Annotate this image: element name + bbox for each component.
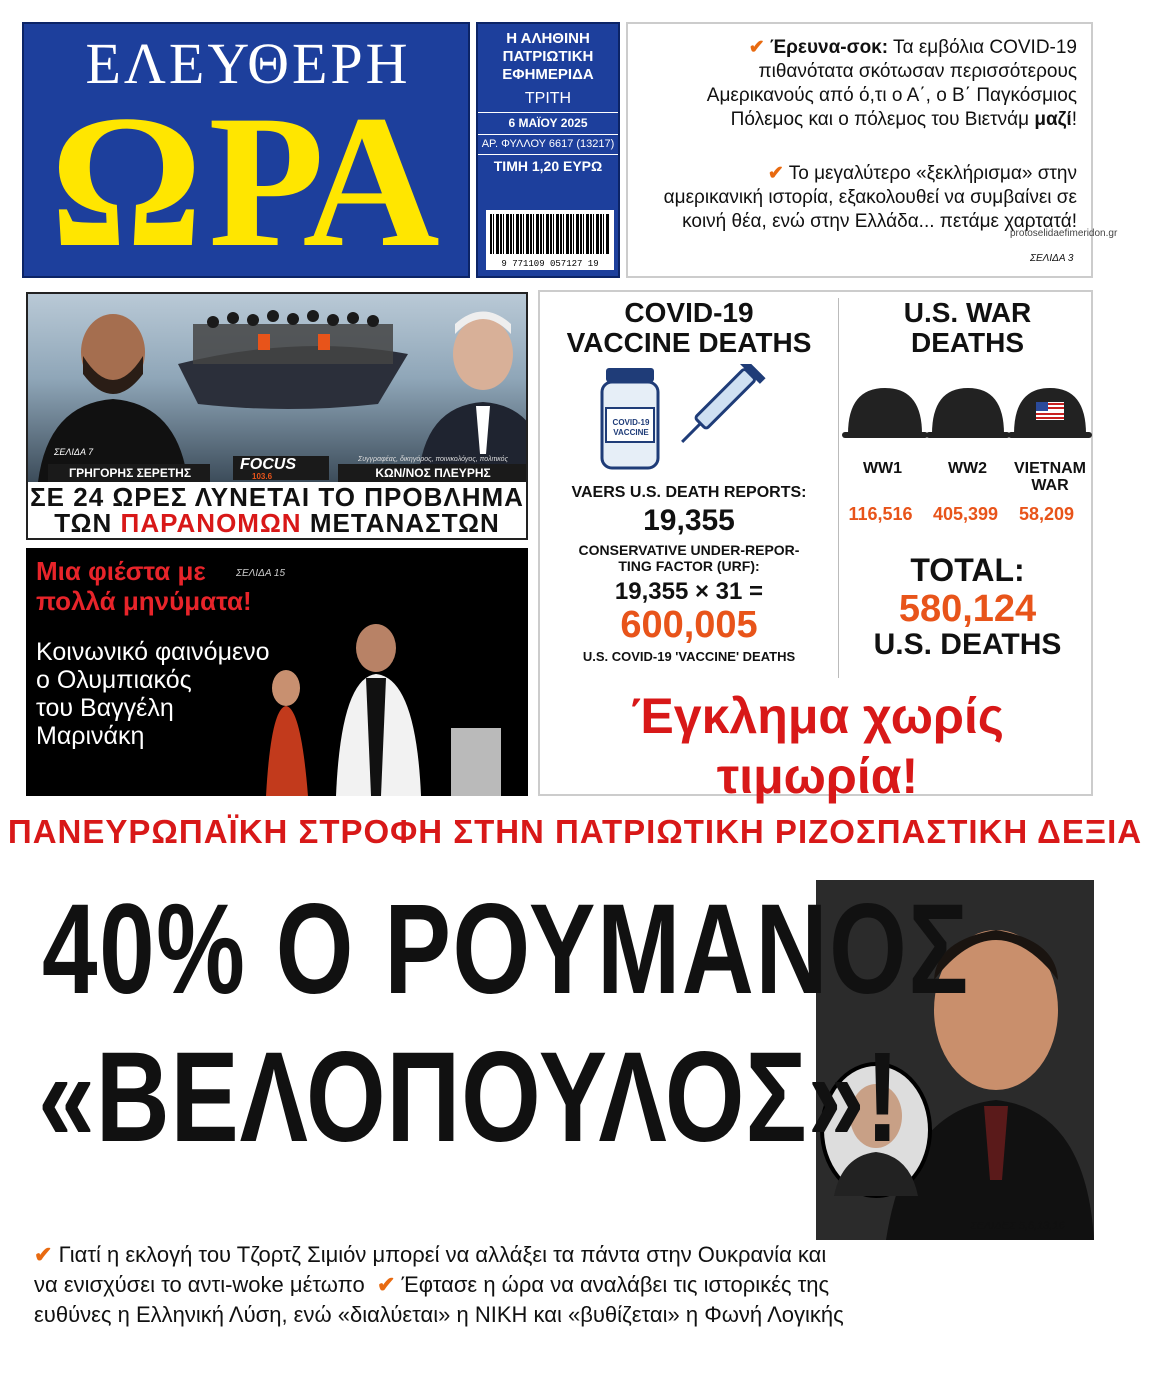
headline-line <box>28 510 526 536</box>
masthead-title-main: ΩΡΑ <box>50 77 446 287</box>
check-icon: ✔ <box>767 163 784 184</box>
war-value-ww1: 116,516 <box>848 504 913 524</box>
vaccine-deaths-label: U.S. COVID-19 'VACCINE' DEATHS <box>582 649 796 664</box>
war-name-vietnam: VIETNAM WAR <box>1014 460 1086 494</box>
tagline <box>478 30 618 84</box>
masthead <box>22 22 470 287</box>
headline-word: ΤΩΝ <box>54 508 113 538</box>
vial-label-line: COVID-19 <box>612 418 650 427</box>
covid-war-infographic <box>538 290 1093 804</box>
migrant-headline <box>28 484 526 538</box>
title-line: VACCINE DEATHS <box>566 327 812 358</box>
check-icon: ✔ <box>34 1242 53 1267</box>
top-article-bullet-2 <box>657 162 1077 234</box>
tagline-line: Η ΑΛΗΘΙΝΗ <box>506 30 590 47</box>
check-icon: ✔ <box>748 37 765 58</box>
issue-number: ΑΡ. ΦΥΛΛΟΥ 6617 (13217) <box>478 134 618 150</box>
tagline-line: ΠΑΤΡΙΩΤΙΚΗ <box>502 48 594 65</box>
issue-price: ΤΙΜΗ 1,20 ΕΥΡΩ <box>478 154 618 174</box>
text-line: αμερικανική ιστορία, εξακολουθεί να συμβαίνει σε <box>663 187 1077 208</box>
war-deaths-title <box>840 298 1095 358</box>
vaccine-deaths-title <box>540 298 838 358</box>
barcode-bars <box>490 214 610 254</box>
text-line: πιθανότατα σκότωσαν περισσότερους <box>758 61 1077 82</box>
war-name-ww2: WW2 <box>947 460 988 477</box>
main-headline-line2: «ΒΕΛΟΠΟΥΛΟΣ»! <box>38 1026 901 1169</box>
headline-line: πολλά μηνύματα! <box>36 586 252 616</box>
barcode-number: 9 771109 057127 19 <box>501 259 599 269</box>
war-name-ww1: WW1 <box>862 460 903 477</box>
body-line: Μαρινάκη <box>36 722 145 750</box>
main-story-bullets <box>34 1240 1094 1330</box>
bullet-text: να ενισχύσει το αντι-woke μέτωπο <box>34 1272 365 1297</box>
main-story[interactable] <box>26 870 1094 1240</box>
barcode <box>486 210 614 270</box>
headline-line: Μια φιέστα με <box>36 556 206 586</box>
infographic-slogan: Έγκλημα χωρίς τιμωρία! <box>631 688 1004 804</box>
masthead-title-top: ΕΛΕΥΘΕΡΗ <box>85 31 411 96</box>
page-ref: ΣΕΛΙΔΑ 15 <box>236 568 286 579</box>
page-ref: ΣΕΛΙΔΕΣ 5,6,13,16 <box>970 1220 1065 1232</box>
title-line: DEATHS <box>910 327 1025 358</box>
bullet-1-bold: Έρευνα-σοκ: <box>769 37 889 58</box>
urf-label <box>540 542 838 574</box>
war-value-vietnam: 58,209 <box>1018 504 1075 524</box>
migrant-boat-photo <box>28 294 526 482</box>
page-ref: ΣΕΛΙΔΑ 7 <box>54 447 94 457</box>
watermark: protoselidaefimeridon.gr <box>1010 228 1118 239</box>
text-line: Αμερικανούς από ό,τι ο Α΄, ο Β΄ Παγκόσμιος <box>706 85 1077 106</box>
war-total-value: 580,124 <box>898 588 1037 630</box>
party-story[interactable] <box>26 548 528 796</box>
vaers-value: 19,355 <box>643 504 735 537</box>
issue-date: 6 ΜΑΪΟΥ 2025 <box>478 112 618 130</box>
war-value-ww2: 405,399 <box>932 504 999 524</box>
headline-line: ΣΕ 24 ΩΡΕΣ ΛΥΝΕΤΑΙ ΤΟ ΠΡΟΒΛΗΜΑ <box>30 482 524 512</box>
helmets-icon <box>840 378 1095 448</box>
title-line: U.S. WAR <box>903 297 1032 328</box>
check-icon: ✔ <box>370 1272 396 1297</box>
radio-logo: FOCUS <box>240 456 296 473</box>
headline-word: ΜΕΤΑΝΑΣΤΩΝ <box>309 508 500 538</box>
vaers-label: VAERS U.S. DEATH REPORTS: <box>571 484 807 501</box>
urf-formula: 19,355 × 31 = <box>614 578 764 605</box>
divider <box>838 298 839 678</box>
body-line: Κοινωνικό φαινόμενο <box>36 638 270 666</box>
text-line: Πόλεμος και ο πόλεμος του Βιετνάμ <box>730 109 1030 130</box>
text-line: κοινή θέα, ενώ στην Ελλάδα... πετάμε χαρτατά! <box>682 211 1077 232</box>
person-left-name: ΓΡΗΓΟΡΗΣ ΣΕΡΕΤΗΣ <box>68 466 192 480</box>
main-kicker: ΠΑΝΕΥΡΩΠΑΪΚΗ ΣΤΡΟΦΗ ΣΤΗΝ ΠΑΤΡΙΩΤΙΚΗ ΡΙΖΟΣΠΑΣΤΙΚΗ ΔΕΞΙΑ <box>7 813 1143 850</box>
main-headline-line1: 40% Ο ΡΟΥΜΑΝΟΣ <box>42 878 970 1021</box>
photo-illustration <box>28 294 526 482</box>
body-line: ο Ολυμπιακός <box>36 666 192 694</box>
urf-label-line: TING FACTOR (URF): <box>618 558 760 574</box>
bullet-text: Γιατί η εκλογή του Τζορτζ Σιμιόν μπορεί να αλλάξει τα πάντα στην Ουκρανία και <box>58 1242 827 1267</box>
war-total-label: TOTAL: <box>910 552 1025 588</box>
text-line: Τα εμβόλια COVID-19 <box>893 37 1077 58</box>
bullet-text: ευθύνες η Ελληνική Λύση, ενώ «διαλύεται» η ΝΙΚΗ και «βυθίζεται» η Φωνή Λογικής <box>34 1302 844 1327</box>
tagline-line: ΕΦΗΜΕΡΙΔΑ <box>502 66 594 83</box>
body-line: του Βαγγέλη <box>36 694 174 722</box>
bullet-line <box>34 1300 1094 1330</box>
bullet-line <box>34 1270 1094 1300</box>
issue-day: ΤΡΙΤΗ <box>524 90 572 107</box>
bullet-line <box>34 1240 1094 1270</box>
vaccine-deaths-total: 600,005 <box>620 604 758 646</box>
party-headline <box>36 556 252 616</box>
migrant-story[interactable] <box>26 292 528 540</box>
person-right-name: ΚΩΝ/ΝΟΣ ΠΛΕΥΡΗΣ <box>375 466 491 480</box>
bold-word: μαζί <box>1034 109 1072 130</box>
vial-label <box>607 418 655 438</box>
headline-word-red: ΠΑΡΑΝΟΜΩΝ <box>120 508 302 538</box>
top-article-bullet-1: ✔ Έρευνα-σοκ: Τα εμβόλια COVID-19 πιθανότατα σκότωσαν περισσότερους Αμερικανούς από ό,τι ο Α΄, ο Β΄ Παγκόσμιος Πόλεμος και ο πόλεμος του Βιετνάμ μαζί! <box>706 37 1077 130</box>
urf-label-line: CONSERVATIVE UNDER-REPOR- <box>578 542 800 558</box>
title-line: COVID-19 <box>624 297 754 328</box>
page-ref: ΣΕΛΙΔΑ 3 <box>1030 253 1074 264</box>
issue-info-box <box>476 22 620 278</box>
text-line: Το μεγαλύτερο «ξεκλήρισμα» στην <box>788 163 1077 184</box>
person-right-role: Συγγραφέας, δικηγόρος, ποινικολόγος, πολιτικός <box>358 456 508 463</box>
bullet-text: Έφτασε η ώρα να αναλάβει τις ιστορικές της <box>401 1272 830 1297</box>
top-article <box>626 22 1093 278</box>
war-total-suffix: U.S. DEATHS <box>873 628 1062 661</box>
party-body <box>36 638 270 750</box>
radio-frequency: 103.6 <box>252 472 273 481</box>
vial-label-line: VACCINE <box>613 428 649 437</box>
